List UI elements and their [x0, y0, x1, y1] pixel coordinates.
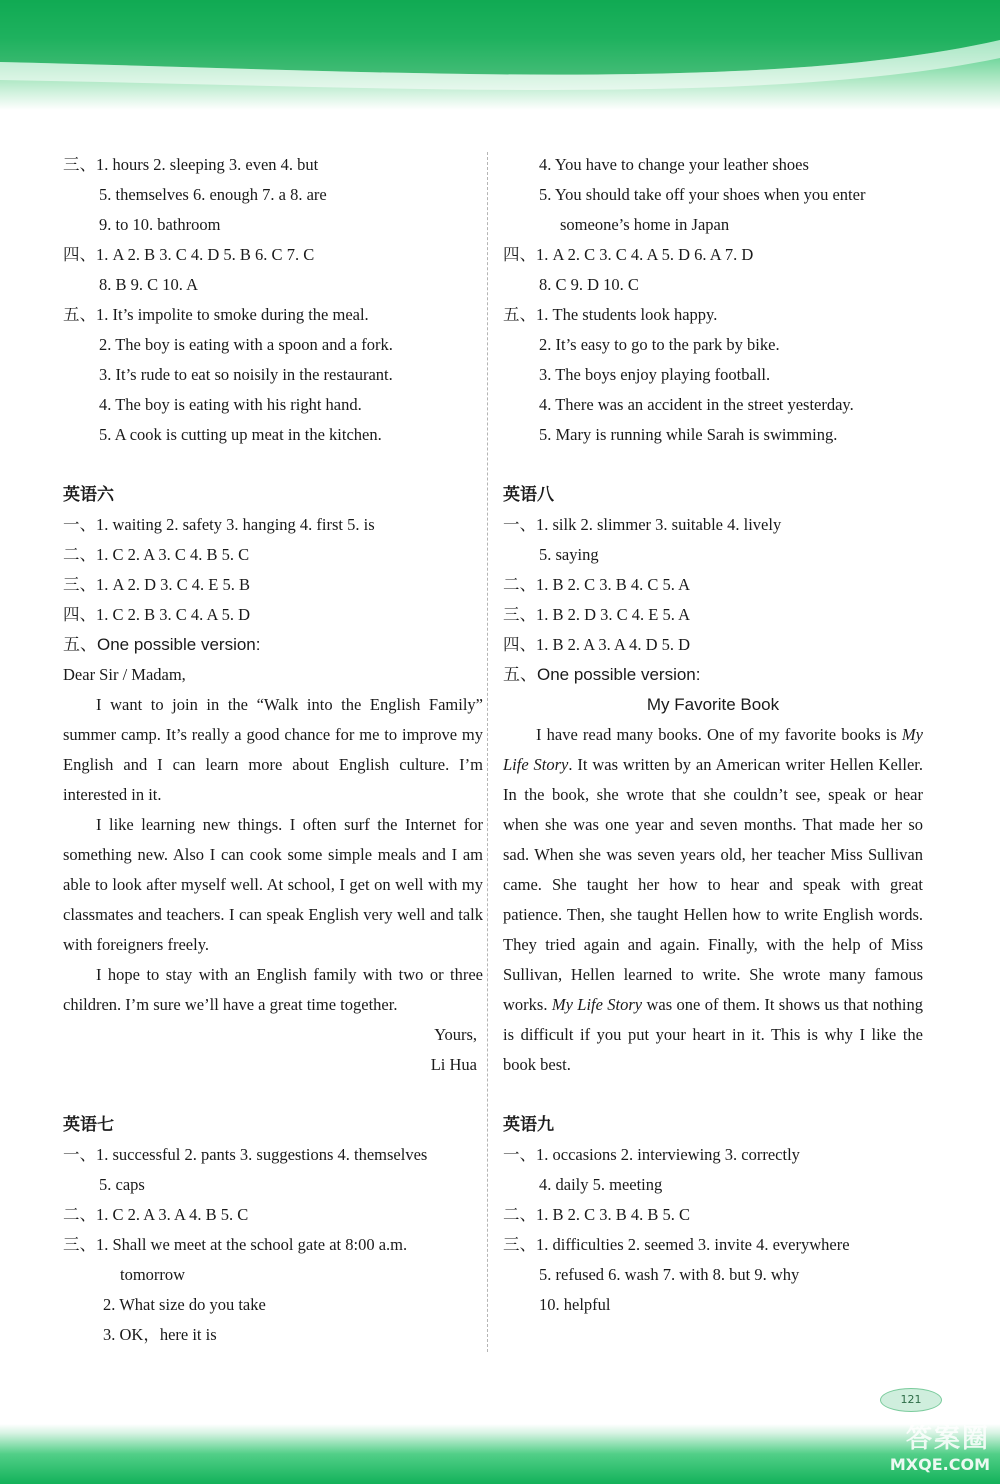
top-decorative-band [0, 0, 1000, 110]
section-heading: 英语八 [503, 485, 554, 505]
letter-paragraph: I hope to stay with an English family with two or three children. I’m sure we’ll have a great time together. [63, 965, 483, 1014]
answer-line: 二、1. B 2. C 3. B 4. C 5. A [503, 575, 691, 594]
essay-title: My Favorite Book [646, 695, 780, 714]
answer-line: 5. Mary is running while Sarah is swimming. [539, 425, 838, 444]
answer-line: 8. B 9. C 10. A [99, 275, 199, 294]
essay-intro: 五、One possible version: [63, 635, 261, 654]
answer-line: 5. caps [99, 1175, 145, 1194]
answer-line: 5. refused 6. wash 7. with 8. but 9. why [539, 1265, 800, 1284]
letter-salutation: Dear Sir / Madam, [63, 665, 186, 684]
letter-paragraph: I like learning new things. I often surf the Internet for something new. Also I can cook some simple meals and I am able to look after myself well. At school, I get on well with my classmates and teachers. I can speak English very well and talk with foreigners freely. [63, 815, 483, 954]
answer-line: 二、1. C 2. A 3. A 4. B 5. C [63, 1205, 249, 1224]
answer-line: 三、1. hours 2. sleeping 3. even 4. but [63, 155, 319, 174]
answer-line: 4. You have to change your leather shoes [539, 155, 809, 174]
answer-line: 一、1. waiting 2. safety 3. hanging 4. first 5. is [63, 515, 375, 534]
bottom-decorative-band [0, 1424, 1000, 1484]
section-heading: 英语六 [63, 485, 114, 505]
letter-paragraph: I want to join in the “Walk into the English Family” summer camp. It’s really a good chance for me to improve my English and I can learn more about English culture. I’m interested in it. [63, 695, 483, 804]
essay-intro: 五、One possible version: [503, 665, 701, 684]
answer-line: 四、1. A 2. C 3. C 4. A 5. D 6. A 7. D [503, 245, 754, 264]
answer-line: 9. to 10. bathroom [99, 215, 221, 234]
essay-text: was one of them. It shows us that nothing is difficult if you put your heart in it. This is why I like the book best. [503, 995, 923, 1074]
answer-line: 四、1. C 2. B 3. C 4. A 5. D [63, 605, 251, 624]
watermark-logo [860, 1418, 990, 1478]
answer-line: 四、1. B 2. A 3. A 4. D 5. D [503, 635, 691, 654]
essay-text: I have read many books. One of my favorite books is [536, 725, 902, 744]
answer-line: 2. The boy is eating with a spoon and a fork. [99, 335, 393, 354]
answer-line: 一、1. successful 2. pants 3. suggestions 4. themselves [63, 1145, 428, 1164]
answer-line: 2. What size do you take [103, 1295, 266, 1314]
answer-line: 3. It’s rude to eat so noisily in the restaurant. [99, 365, 393, 384]
answer-line: 五、1. The students look happy. [503, 305, 718, 324]
section-heading: 英语七 [63, 1115, 114, 1135]
top-wave-shape [0, 0, 1000, 110]
answer-line: 4. There was an accident in the street yesterday. [539, 395, 854, 414]
right-column [503, 150, 923, 1320]
answer-line: 5. You should take off your shoes when you enter [539, 185, 866, 204]
answer-line: someone’s home in Japan [560, 215, 730, 234]
answer-line: 5. A cook is cutting up meat in the kitchen. [99, 425, 382, 444]
answer-line: 三、1. difficulties 2. seemed 3. invite 4. everywhere [503, 1235, 850, 1254]
answer-line: 4. daily 5. meeting [539, 1175, 663, 1194]
essay-paragraph [503, 720, 923, 1080]
page-number: 121 [880, 1388, 942, 1412]
answer-line: 5. themselves 6. enough 7. a 8. are [99, 185, 327, 204]
letter-closing: Yours, [434, 1025, 477, 1044]
answer-line: 二、1. B 2. C 3. B 4. B 5. C [503, 1205, 691, 1224]
answer-line: 五、1. It’s impolite to smoke during the meal. [63, 305, 369, 324]
essay-text: . It was written by an American writer Hellen Keller. In the book, she wrote that she couldn’t see, speak or hear when she was one year and seven months. That made her so sad. When she was seven years old, her teacher Miss Sullivan came. She taught her how to hear and speak with great patience. Then, she taught Hellen how to write English words. They tried again and again. Finally, with the help of Miss Sullivan, Hellen learned to write. She wrote many famous works. [503, 755, 923, 1014]
answer-line: 5. saying [539, 545, 599, 564]
answer-line: 二、1. C 2. A 3. C 4. B 5. C [63, 545, 250, 564]
watermark-url: MXQE.COM [889, 1455, 990, 1474]
answer-line: 3. OK，here it is [103, 1325, 217, 1344]
section-heading: 英语九 [503, 1115, 554, 1135]
answer-line: 2. It’s easy to go to the park by bike. [539, 335, 780, 354]
answer-line: 三、1. Shall we meet at the school gate at 8:00 a.m. [63, 1235, 408, 1254]
answer-line: 三、1. A 2. D 3. C 4. E 5. B [63, 575, 251, 594]
answer-line: 3. The boys enjoy playing football. [539, 365, 771, 384]
answer-line: 8. C 9. D 10. C [539, 275, 639, 294]
letter-signature: Li Hua [430, 1055, 477, 1074]
column-divider [487, 152, 488, 1352]
answer-line: 4. The boy is eating with his right hand. [99, 395, 362, 414]
book-title: My Life Story [503, 725, 923, 774]
book-title: My Life Story [551, 995, 643, 1014]
answer-line: 一、1. silk 2. slimmer 3. suitable 4. lively [503, 515, 782, 534]
watermark-text: 答案圈 [905, 1424, 990, 1454]
answer-line: 四、1. A 2. B 3. C 4. D 5. B 6. C 7. C [63, 245, 315, 264]
answer-line: tomorrow [120, 1265, 186, 1284]
answer-line: 一、1. occasions 2. interviewing 3. correctly [503, 1145, 800, 1164]
answer-line: 10. helpful [539, 1295, 611, 1314]
answer-line: 三、1. B 2. D 3. C 4. E 5. A [503, 605, 691, 624]
left-column [63, 150, 483, 1350]
